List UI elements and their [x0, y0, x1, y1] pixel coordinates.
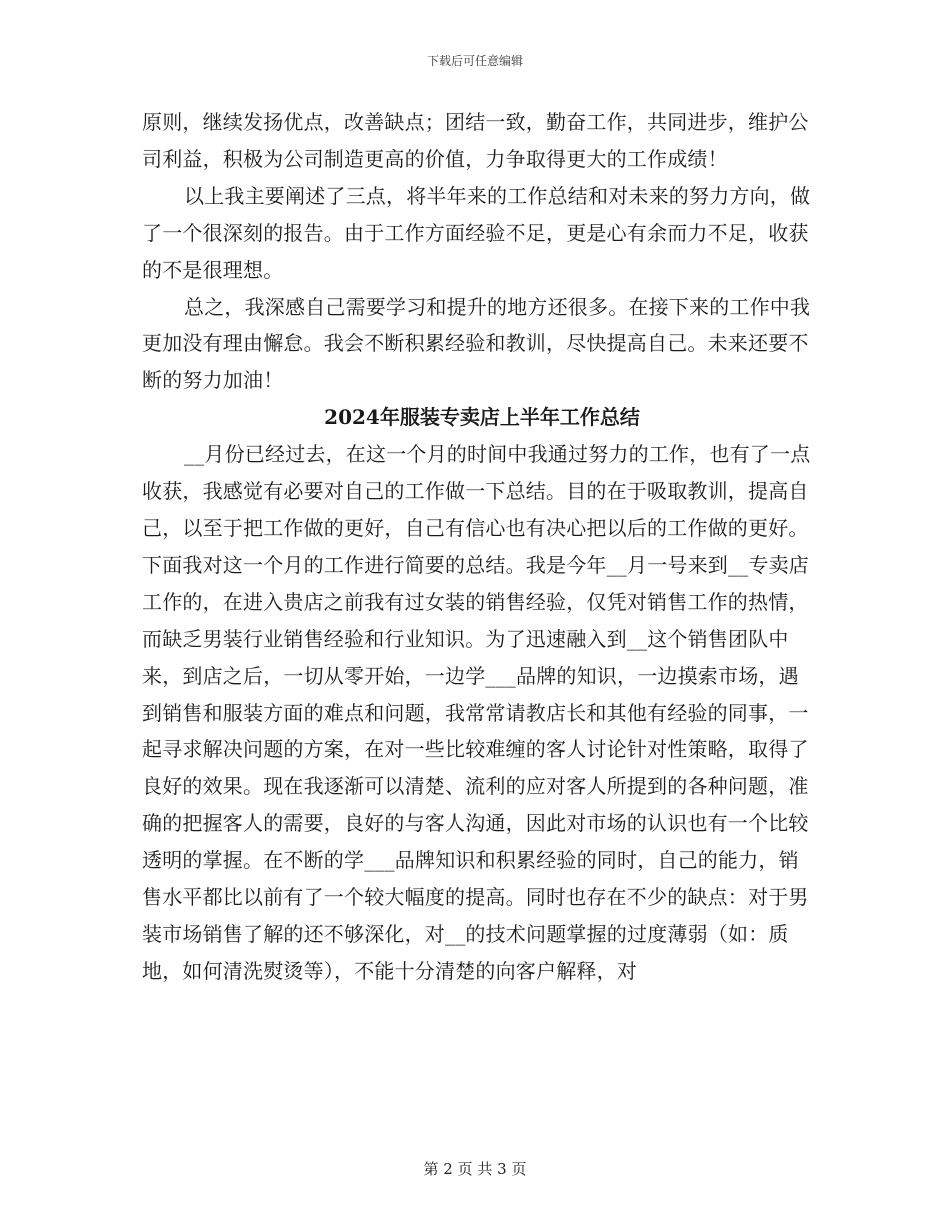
paragraph-1: 原则，继续发扬优点，改善缺点；团结一致，勤奋工作，共同进步，维护公司利益，积极为公司制造更高的价值，力争取得更大的工作成绩！ [142, 110, 809, 171]
section-title: 2024年服装专卖店上半年工作总结 [324, 405, 640, 430]
document-body [142, 104, 814, 990]
paragraph-2: 以上我主要阐述了三点，将半年来的工作总结和对未来的努力方向，做了一个很深刻的报告。由于工作方面经验不足，更是心有余而力不足，收获的不是很理想。 [142, 183, 811, 282]
page-header-note: 下载后可任意编辑 [426, 54, 523, 68]
page-footer-number: 第 2 页 共 3 页 [423, 1160, 527, 1178]
paragraph-4: __月份已经过去，在这一个月的时间中我通过努力的工作，也有了一点收获，我感觉有必要对自己的工作做一下总结。目的在于吸取教训，提高自己，以至于把工作做的更好，自己有信心也有决心把以后的工作做的更好。下面我对这一个月的工作进行简要的总结。我是今年__月一号来到__专卖店工作的，在进入贵店之前我有过女装的销售经验，仅凭对销售工作的热情，而缺乏男装行业销售经验和行业知识。为了迅速融入到__这个销售团队中来，到店之后，一切从零开始，一边学___品牌的知识，一边摸索市场，遇到销售和服装方面的难点和问题，我常常请教店长和其他有经验的同事，一起寻求解决问题的方案，在对一些比较难缠的客人讨论针对性策略，取得了良好的效果。现在我逐渐可以清楚、流利的应对客人所提到的各种问题，准确的把握客人的需要，良好的与客人沟通，因此对市场的认识也有一个比较透明的掌握。在不断的学___品牌知识和积累经验的同时，自己的能力，销售水平都比以前有了一个较大幅度的提高。同时也存在不少的缺点：对于男装市场销售了解的还不够深化，对__的技术问题掌握的过度薄弱（如：质地，如何清洗熨烫等），不能十分清楚的向客户解释，对 [142, 442, 811, 983]
paragraph-3: 总之，我深感自己需要学习和提升的地方还很多。在接下来的工作中我更加没有理由懈怠。我会不断积累经验和教训，尽快提高自己。未来还要不断的努力加油！ [142, 294, 811, 393]
